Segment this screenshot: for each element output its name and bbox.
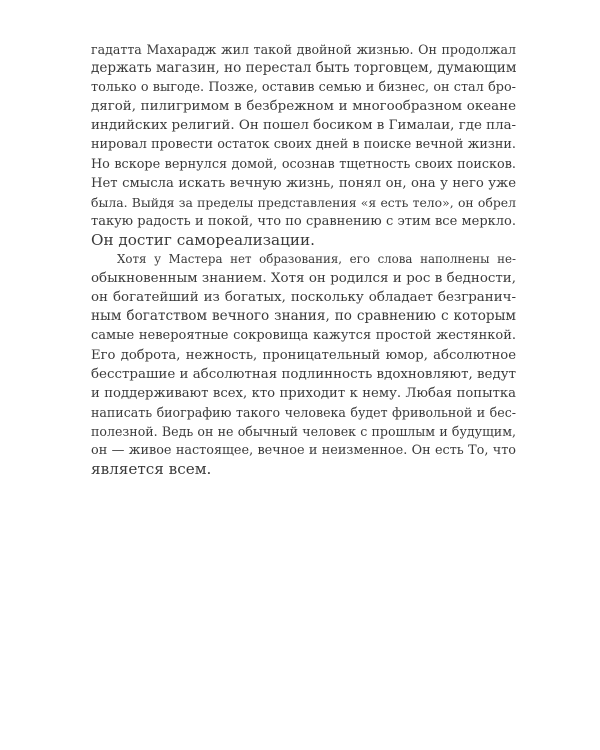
- text-line: нировал провести остаток своих дней в поиске вечной жизни.: [91, 137, 516, 153]
- text-line: держать магазин, но перестал быть торговцем, думающим: [91, 60, 517, 77]
- text-line: Но вскоре вернулся домой, осознав тщетность своих поисков.: [91, 156, 516, 172]
- text-line: только о выгоде. Позже, оставив семью и бизнес, он стал бро-: [91, 80, 516, 96]
- text-line: дягой, пилигримом в безбрежном и многообразном океане: [91, 99, 516, 115]
- text-line: является всем.: [91, 460, 212, 479]
- text-line: полезной. Ведь он не обычный человек с прошлым и будущим,: [91, 423, 516, 439]
- text-line: он — живое настоящее, вечное и неизменное. Он есть То, что: [91, 442, 516, 458]
- text-line: и поддерживают всех, кто приходит к нему. Любая попытка: [91, 385, 516, 401]
- text-line: обыкновенным знанием. Хотя он родился и рос в бедности,: [91, 271, 516, 287]
- text-line: написать биографию такого человека будет фривольной и бес-: [91, 404, 516, 420]
- paragraph-1: [91, 40, 516, 250]
- paragraph-2: [91, 250, 516, 479]
- text-line: Его доброта, нежность, проницательный юмор, абсолютное: [91, 347, 516, 363]
- text-line: ным богатством вечного знания, по сравнению с которым: [91, 308, 516, 325]
- text-line: он богатейший из богатых, поскольку обладает безгранич-: [91, 290, 516, 306]
- text-line: индийских религий. Он пошел босиком в Гималаи, где пла-: [91, 118, 517, 134]
- text-line: бесстрашие и абсолютная подлинность вдохновляют, ведут: [91, 366, 516, 382]
- text-line: самые невероятные сокровища кажутся простой жестянкой.: [91, 328, 516, 344]
- text-line: такую радость и покой, что по сравнению с этим все меркло.: [91, 213, 516, 229]
- text-line: Нет смысла искать вечную жизнь, понял он, она у него уже: [91, 175, 516, 191]
- body-text: [91, 40, 516, 479]
- text-line: Хотя у Мастера нет образования, его слова наполнены не-: [117, 252, 516, 267]
- text-line: была. Выйдя за пределы представления «я есть тело», он обрел: [91, 194, 516, 210]
- text-line: Он достиг самореализации.: [91, 230, 315, 249]
- text-line: гадатта Махарадж жил такой двойной жизнью. Он продолжал: [91, 42, 516, 57]
